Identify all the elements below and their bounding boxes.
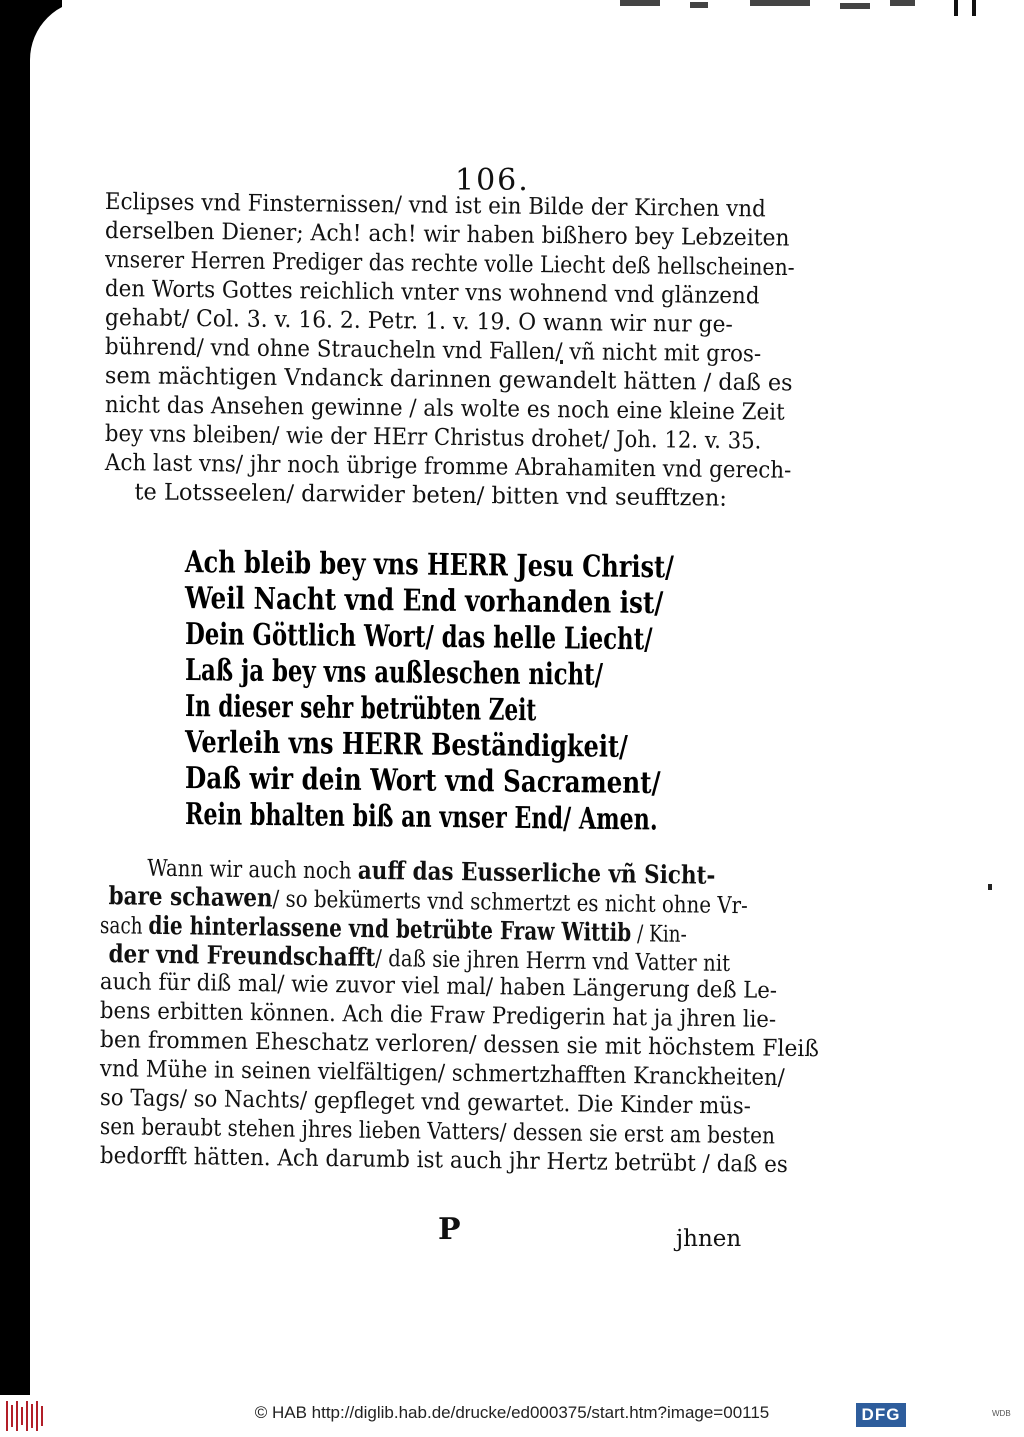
text-run: auch für diß mal/ wie zuvor viel mal/ haben Längerung deß Le- — [99, 969, 778, 1004]
emphasized-text: bare schawen — [108, 881, 273, 913]
prose-paragraph-1 — [104, 188, 825, 512]
text-line: Ach last vns/ jhr noch übrige fromme Abrahamiten vnd gerech- — [104, 450, 792, 484]
text-line: te Lotsseelen/ darwider beten/ bitten vnd seufftzen: — [134, 479, 728, 512]
scan-right-ticks — [954, 0, 984, 18]
dfg-logo[interactable]: DFG — [856, 1403, 906, 1427]
verse-line: Ach bleib bey vns HERR Jesu Christ/ — [184, 545, 675, 586]
verse-line: Daß wir dein Wort vnd Sacrament/ — [184, 761, 661, 802]
verse-line: Dein Göttlich Wort/ das helle Liecht/ — [184, 617, 653, 658]
verse-line: Verleih vns HERR Beständigkeit/ — [184, 725, 628, 765]
footer-bar — [0, 1395, 1024, 1437]
text-line: gehabt/ Col. 3. v. 16. 2. Petr. 1. v. 19. O wann wir nur ge- — [104, 305, 733, 338]
text-run: / so bekümerts vnd schmertzt es nicht ohne Vr- — [272, 886, 748, 920]
text-line: bührend/ vnd ohne Straucheln vnd Fallen/ vñ nicht mit gros- — [104, 334, 762, 368]
page-number: 106. — [455, 163, 530, 198]
signature-mark: P — [438, 1212, 461, 1247]
verse-line: In dieser sehr betrübten Zeit — [184, 689, 537, 729]
stray-mark — [988, 884, 992, 890]
text-line: nicht das Ansehen gewinne / als wolte es noch eine kleine Zeit — [104, 392, 785, 426]
text-line: den Worts Gottes reichlich vnter vns wohnend vnd glänzend — [104, 276, 760, 310]
text-run: / Kin- — [631, 921, 687, 948]
text-line: bey vns bleiben/ wie der HErr Christus drohet/ Joh. 12. v. 35. — [104, 421, 762, 455]
page-edge — [30, 0, 100, 1395]
emphasized-text: auff das Eusserliche vñ Sicht- — [357, 855, 716, 890]
catchword: jhnen — [676, 1226, 742, 1252]
text-line: Eclipses vnd Finsternissen/ vnd ist ein Bilde der Kirchen vnd — [104, 189, 766, 223]
text-run: / daß sie jhren Herrn vnd Vatter nit — [375, 945, 731, 977]
text-run: bedorfft hätten. Ach darumb ist auch jhr Hertz betrübt / daß es — [99, 1143, 788, 1179]
text-line: derselben Diener; Ach! ach! wir haben bißhero bey Lebzeiten — [104, 218, 790, 252]
text-run: vnd Mühe in seinen vielfältigen/ schmertzhafften Kranckheiten/ — [99, 1056, 785, 1092]
text-run: sach — [99, 913, 149, 940]
verse-line: Weil Nacht vnd End vorhanden ist/ — [184, 581, 664, 622]
text-run: sen beraubt stehen jhres lieben Vatters/ dessen sie erst am besten — [99, 1114, 776, 1150]
text-run: bens erbitten können. Ach die Fraw Predigerin hat ja jhren lie- — [99, 998, 777, 1033]
emphasized-text: der vnd Freundschafft — [108, 939, 376, 972]
verse-line: Rein bhalten biß an vnser End/ Amen. — [184, 797, 658, 838]
wdb-label: WDB — [992, 1409, 1011, 1418]
verse-line: Laß ja bey vns außleschen nicht/ — [184, 653, 604, 693]
emphasized-text: die hinterlassene vnd betrübte Fraw Wittib — [148, 910, 632, 948]
text-line: sem mächtigen Vndanck darinnen gewandelt hätten / daß es — [104, 363, 793, 397]
text-run: so Tags/ so Nachts/ gepfleget vnd gewartet. Die Kinder müs- — [99, 1085, 752, 1120]
hymn-verse — [184, 545, 745, 838]
copyright-link[interactable]: © HAB http://diglib.hab.de/drucke/ed000375/start.htm?image=00115 — [254, 1403, 770, 1422]
prose-paragraph-2 — [99, 852, 830, 1179]
text-run: Wann wir auch noch — [147, 855, 358, 885]
text-run: ben frommen Eheschatz verloren/ dessen sie mit höchstem Fleiß — [99, 1027, 820, 1063]
text-line: vnserer Herren Prediger das rechte volle Liecht deß hellscheinen- — [104, 247, 795, 282]
